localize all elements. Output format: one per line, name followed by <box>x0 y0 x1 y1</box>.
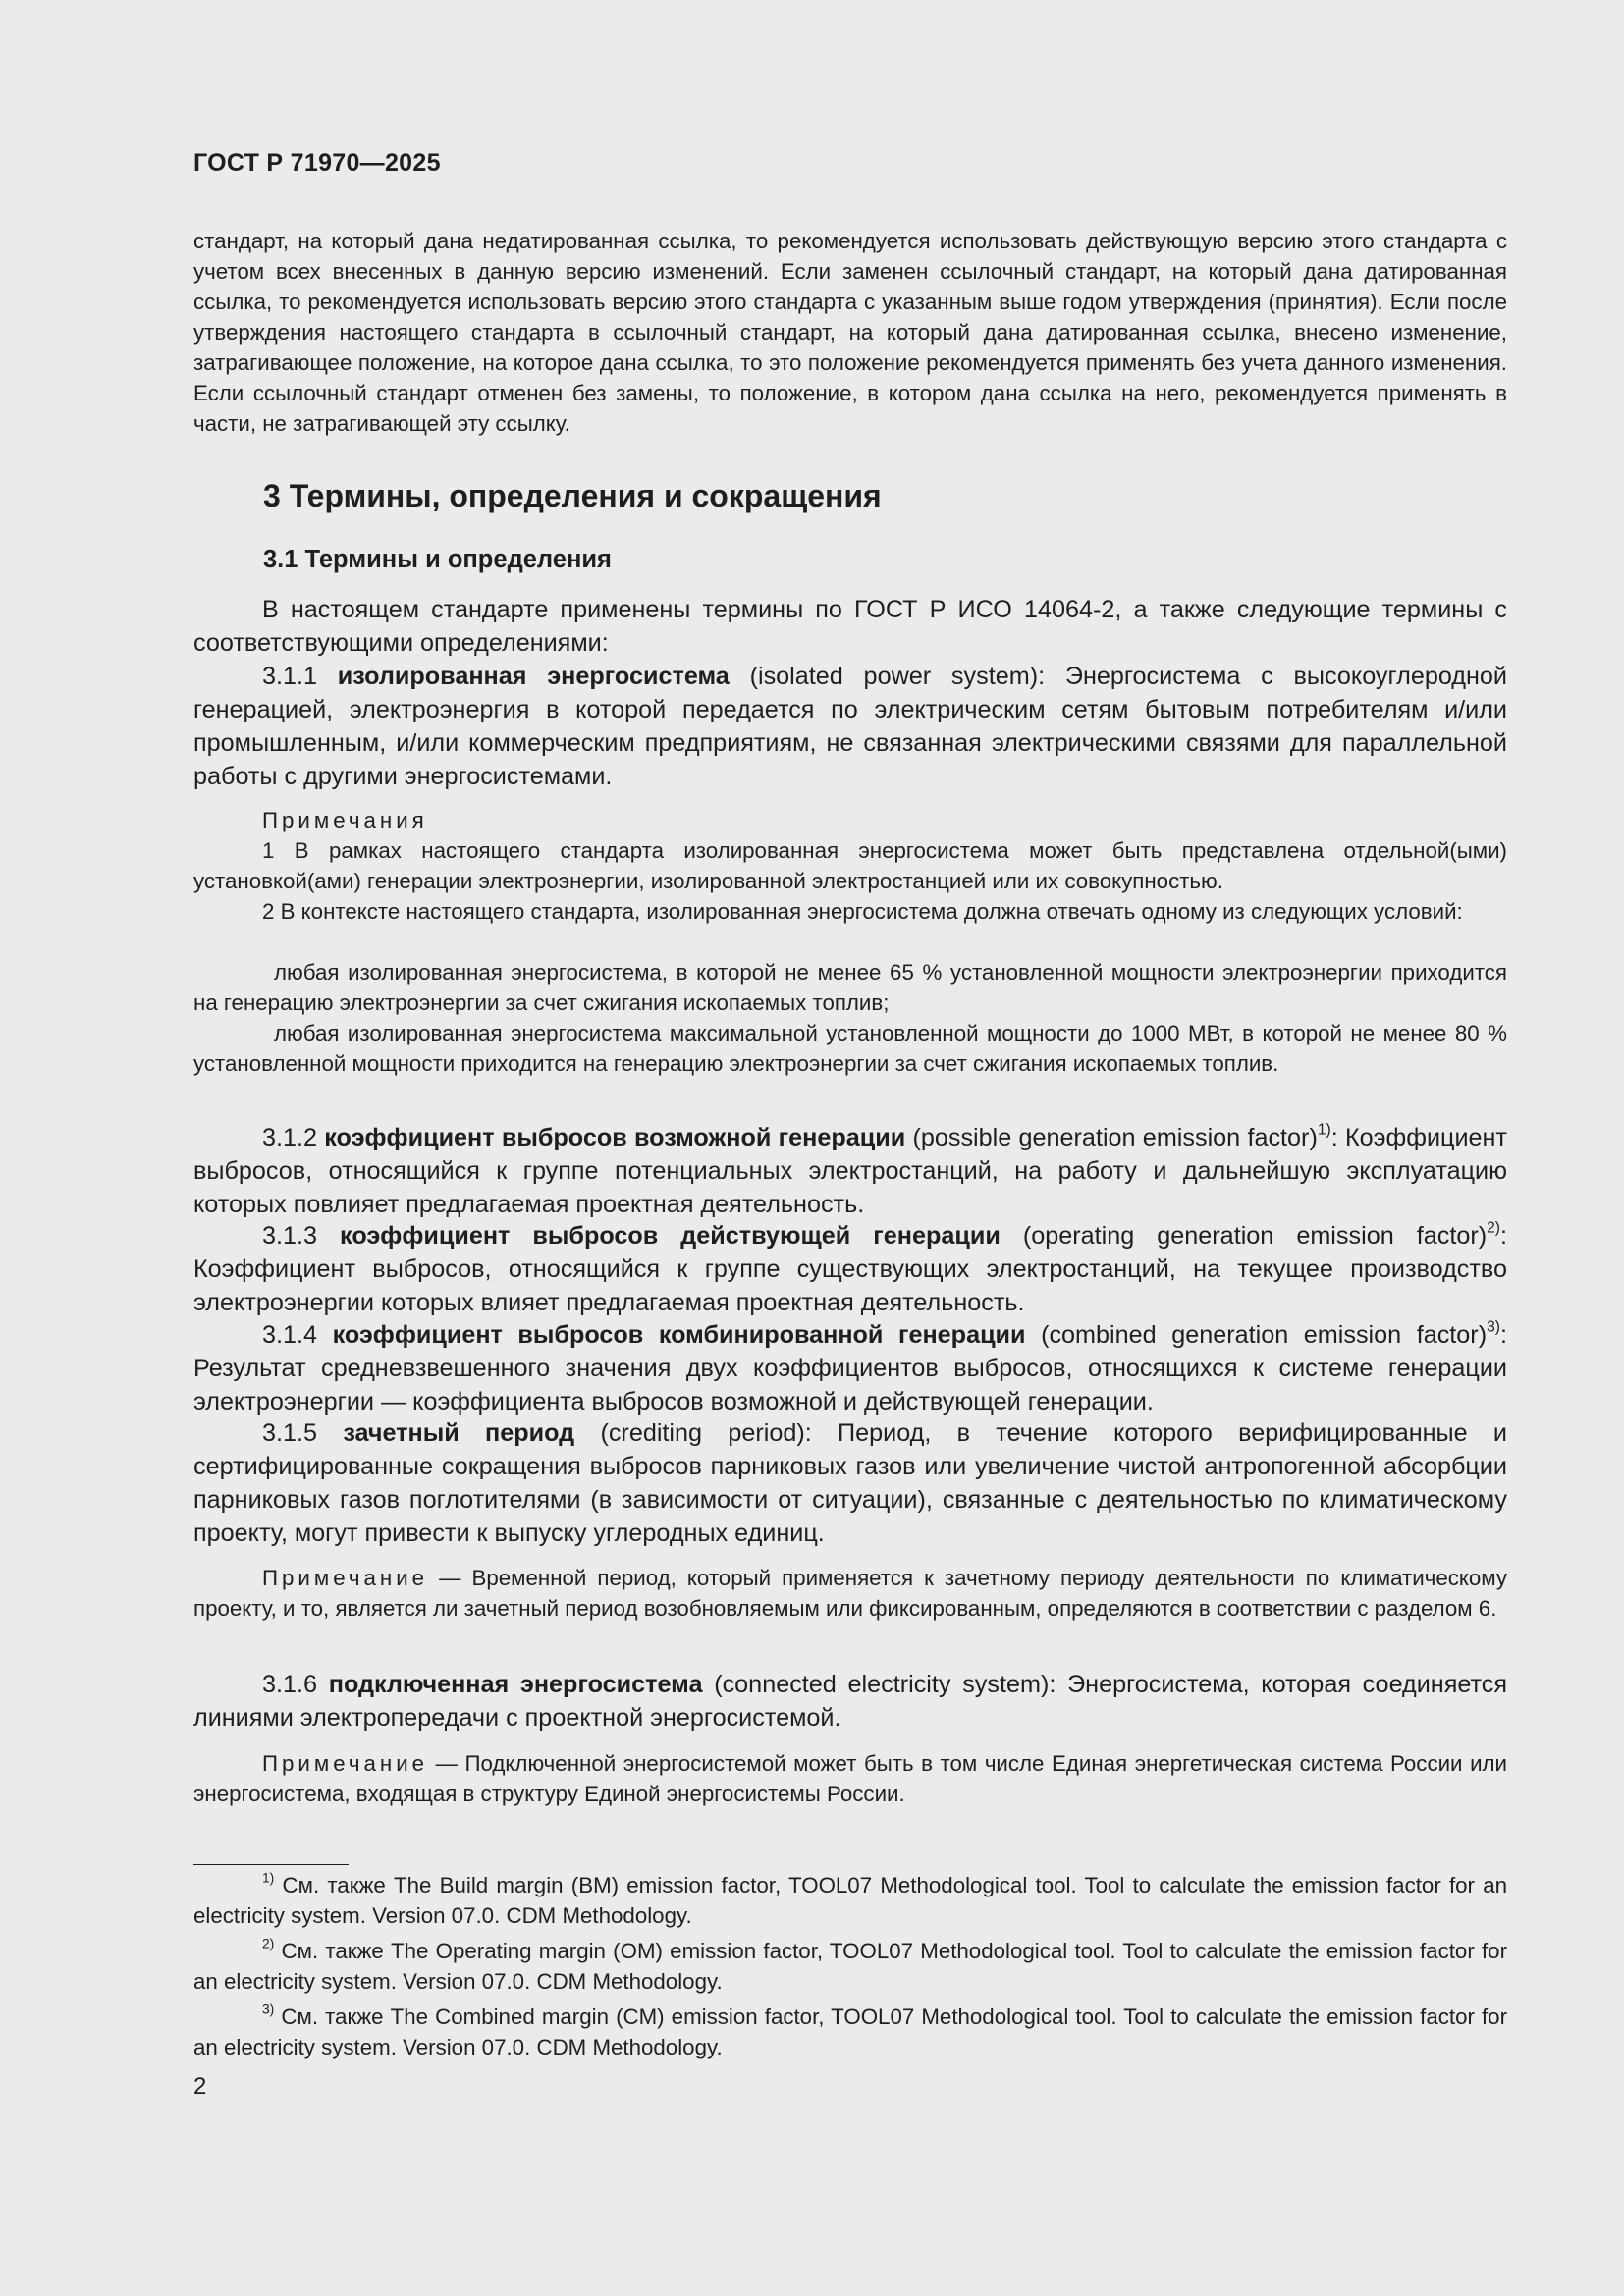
term-number: 3.1.2 <box>262 1124 325 1151</box>
footnote-text: См. также The Operating margin (OM) emission factor, TOOL07 Methodological tool. Tool to calculate the emission factor for an electricity system. Version 07.0. CDM Methodology. <box>193 1939 1507 1994</box>
section-3-1-heading: 3.1 Термины и определения <box>263 546 612 573</box>
term-definition: : Коэффициент выбросов, относящийся к группе существующих электростанций, на текущее производство электроэнергии которых влияет предлагаемая проектная деятельность. <box>193 1222 1507 1316</box>
note-text: — Временной период, который применяется к зачетному периоду деятельности по климатическому проекту, и то, является ли зачетный период возобновляемым или фиксированным, определяются в соответствии с разделом 6. <box>193 1566 1507 1621</box>
term-3-1-6 <box>193 1668 1507 1735</box>
note-1: 1 В рамках настоящего стандарта изолированная энергосистема может быть представлена отдельной(ыми) установкой(ами) генерации электроэнергии, изолированной электростанцией или их совокупностью. <box>193 838 1507 893</box>
footnote-3 <box>193 2002 1507 2062</box>
note-3-1-6 <box>193 1748 1507 1809</box>
term-english: (possible generation emission factor) <box>905 1124 1318 1151</box>
term-definition: (connected electricity system): Энергосистема, которая соединяется линиями электропередачи с проектной энергосистемой. <box>193 1671 1507 1732</box>
footnote-mark: 3) <box>262 2001 275 2017</box>
term-number: 3.1.1 <box>262 663 338 690</box>
note-label: Примечание <box>262 1751 429 1776</box>
footnote-text: См. также The Combined margin (CM) emission factor, TOOL07 Methodological tool. Tool to calculate the emission factor for an electricity system. Version 07.0. CDM Methodology. <box>193 2004 1507 2059</box>
note-2-item-2: любая изолированная энергосистема максимальной установленной мощности до 1000 МВт, в которой не менее 80 % установленной мощности приходится на генерацию электроэнергии за счет сжигания ископаемых топлив. <box>193 1021 1507 1076</box>
section-3-heading: 3 Термины, определения и сокращения <box>263 478 882 513</box>
term-english: (combined generation emission factor) <box>1025 1321 1488 1349</box>
note-text: — Подключенной энергосистемой может быть в том числе Единая энергетическая система России или энергосистема, входящая в структуру Единой энергосистемы России. <box>193 1751 1507 1806</box>
footnote-ref-3: 3) <box>1487 1318 1500 1336</box>
term-name: зачетный период <box>343 1419 575 1447</box>
term-definition: : Коэффициент выбросов, относящийся к группе потенциальных электростанций, на работу и дальнейшую эксплуатацию которых повлияет предлагаемая проектная деятельность. <box>193 1124 1507 1218</box>
term-3-1-1 <box>193 660 1507 793</box>
footnote-mark: 1) <box>262 1869 275 1886</box>
notes-heading: Примечания <box>262 808 428 832</box>
term-name: коэффициент выбросов комбинированной генерации <box>332 1321 1026 1349</box>
term-definition: (isolated power system): Энергосистема с высокоуглеродной генерацией, электроэнергия в которой передается по электрическим сетям бытовым потребителям и/или промышленным, и/или коммерческим предприятиям, не связанная электрическими связями для параллельной работы с другими энергосистемами. <box>193 663 1507 790</box>
term-3-1-3 <box>193 1219 1507 1319</box>
term-number: 3.1.5 <box>262 1419 344 1447</box>
page-number: 2 <box>193 2073 207 2100</box>
footnote-text: См. также The Build margin (BM) emission factor, TOOL07 Methodological tool. Tool to calculate the emission factor for an electricity system. Version 07.0. CDM Methodology. <box>193 1873 1507 1928</box>
note-2: 2 В контексте настоящего стандарта, изолированная энергосистема должна отвечать одному из следующих условий: <box>262 899 1463 924</box>
footnote-2 <box>193 1936 1507 1997</box>
term-english: (operating generation emission factor) <box>1000 1222 1488 1250</box>
term-number: 3.1.6 <box>262 1671 329 1698</box>
term-3-1-2 <box>193 1121 1507 1221</box>
term-name: коэффициент выбросов действующей генерации <box>340 1222 1001 1250</box>
footnote-ref-2: 2) <box>1487 1219 1500 1237</box>
term-3-1-5 <box>193 1416 1507 1550</box>
term-name: изолированная энергосистема <box>337 663 730 690</box>
footnote-ref-1: 1) <box>1317 1121 1331 1139</box>
term-name: подключенная энергосистема <box>328 1671 703 1698</box>
term-number: 3.1.4 <box>262 1321 333 1349</box>
note-3-1-5 <box>193 1563 1507 1624</box>
note-2-item-1: любая изолированная энергосистема, в которой не менее 65 % установленной мощности электроэнергии приходится на генерацию электроэнергии за счет сжигания ископаемых топлив; <box>193 960 1507 1015</box>
lead-paragraph: В настоящем стандарте применены термины по ГОСТ Р ИСО 14064-2, а также следующие термины с соответствующими определениями: <box>193 596 1507 657</box>
document-header: ГОСТ Р 71970—2025 <box>193 149 441 177</box>
term-definition: (crediting period): Период, в течение которого верифицированные и сертифицированные сокращения выбросов парниковых газов или увеличение чистой антропогенной абсорбции парниковых газов поглотителями (в зависимости от ситуации), связанные с деятельностью по климатическому проекту, могут привести к выпуску углеродных единиц. <box>193 1419 1507 1547</box>
intro-paragraph: стандарт, на который дана недатированная ссылка, то рекомендуется использовать действующую версию этого стандарта с учетом всех внесенных в данную версию изменений. Если заменен ссылочный стандарт, на который дана датированная ссылка, то рекомендуется использовать версию этого стандарта с указанным выше годом утверждения (принятия). Если после утверждения настоящего стандарта в ссылочный стандарт, на который дана датированная ссылка, внесено изменение, затрагивающее положение, на которое дана ссылка, то это положение рекомендуется применять без учета данного изменения. Если ссылочный стандарт отменен без замены, то положение, в котором дана ссылка на него, рекомендуется применять в части, не затрагивающей эту ссылку. <box>193 229 1507 436</box>
term-number: 3.1.3 <box>262 1222 341 1250</box>
footnote-1 <box>193 1870 1507 1931</box>
footnote-separator <box>193 1864 349 1865</box>
footnote-mark: 2) <box>262 1935 275 1951</box>
term-3-1-4 <box>193 1318 1507 1418</box>
term-name: коэффициент выбросов возможной генерации <box>324 1124 906 1151</box>
term-definition: : Результат средневзвешенного значения двух коэффициентов выбросов, относящихся к системе генерации электроэнергии — коэффициента выбросов возможной и действующей генерации. <box>193 1321 1507 1415</box>
note-label: Примечание <box>262 1566 429 1590</box>
